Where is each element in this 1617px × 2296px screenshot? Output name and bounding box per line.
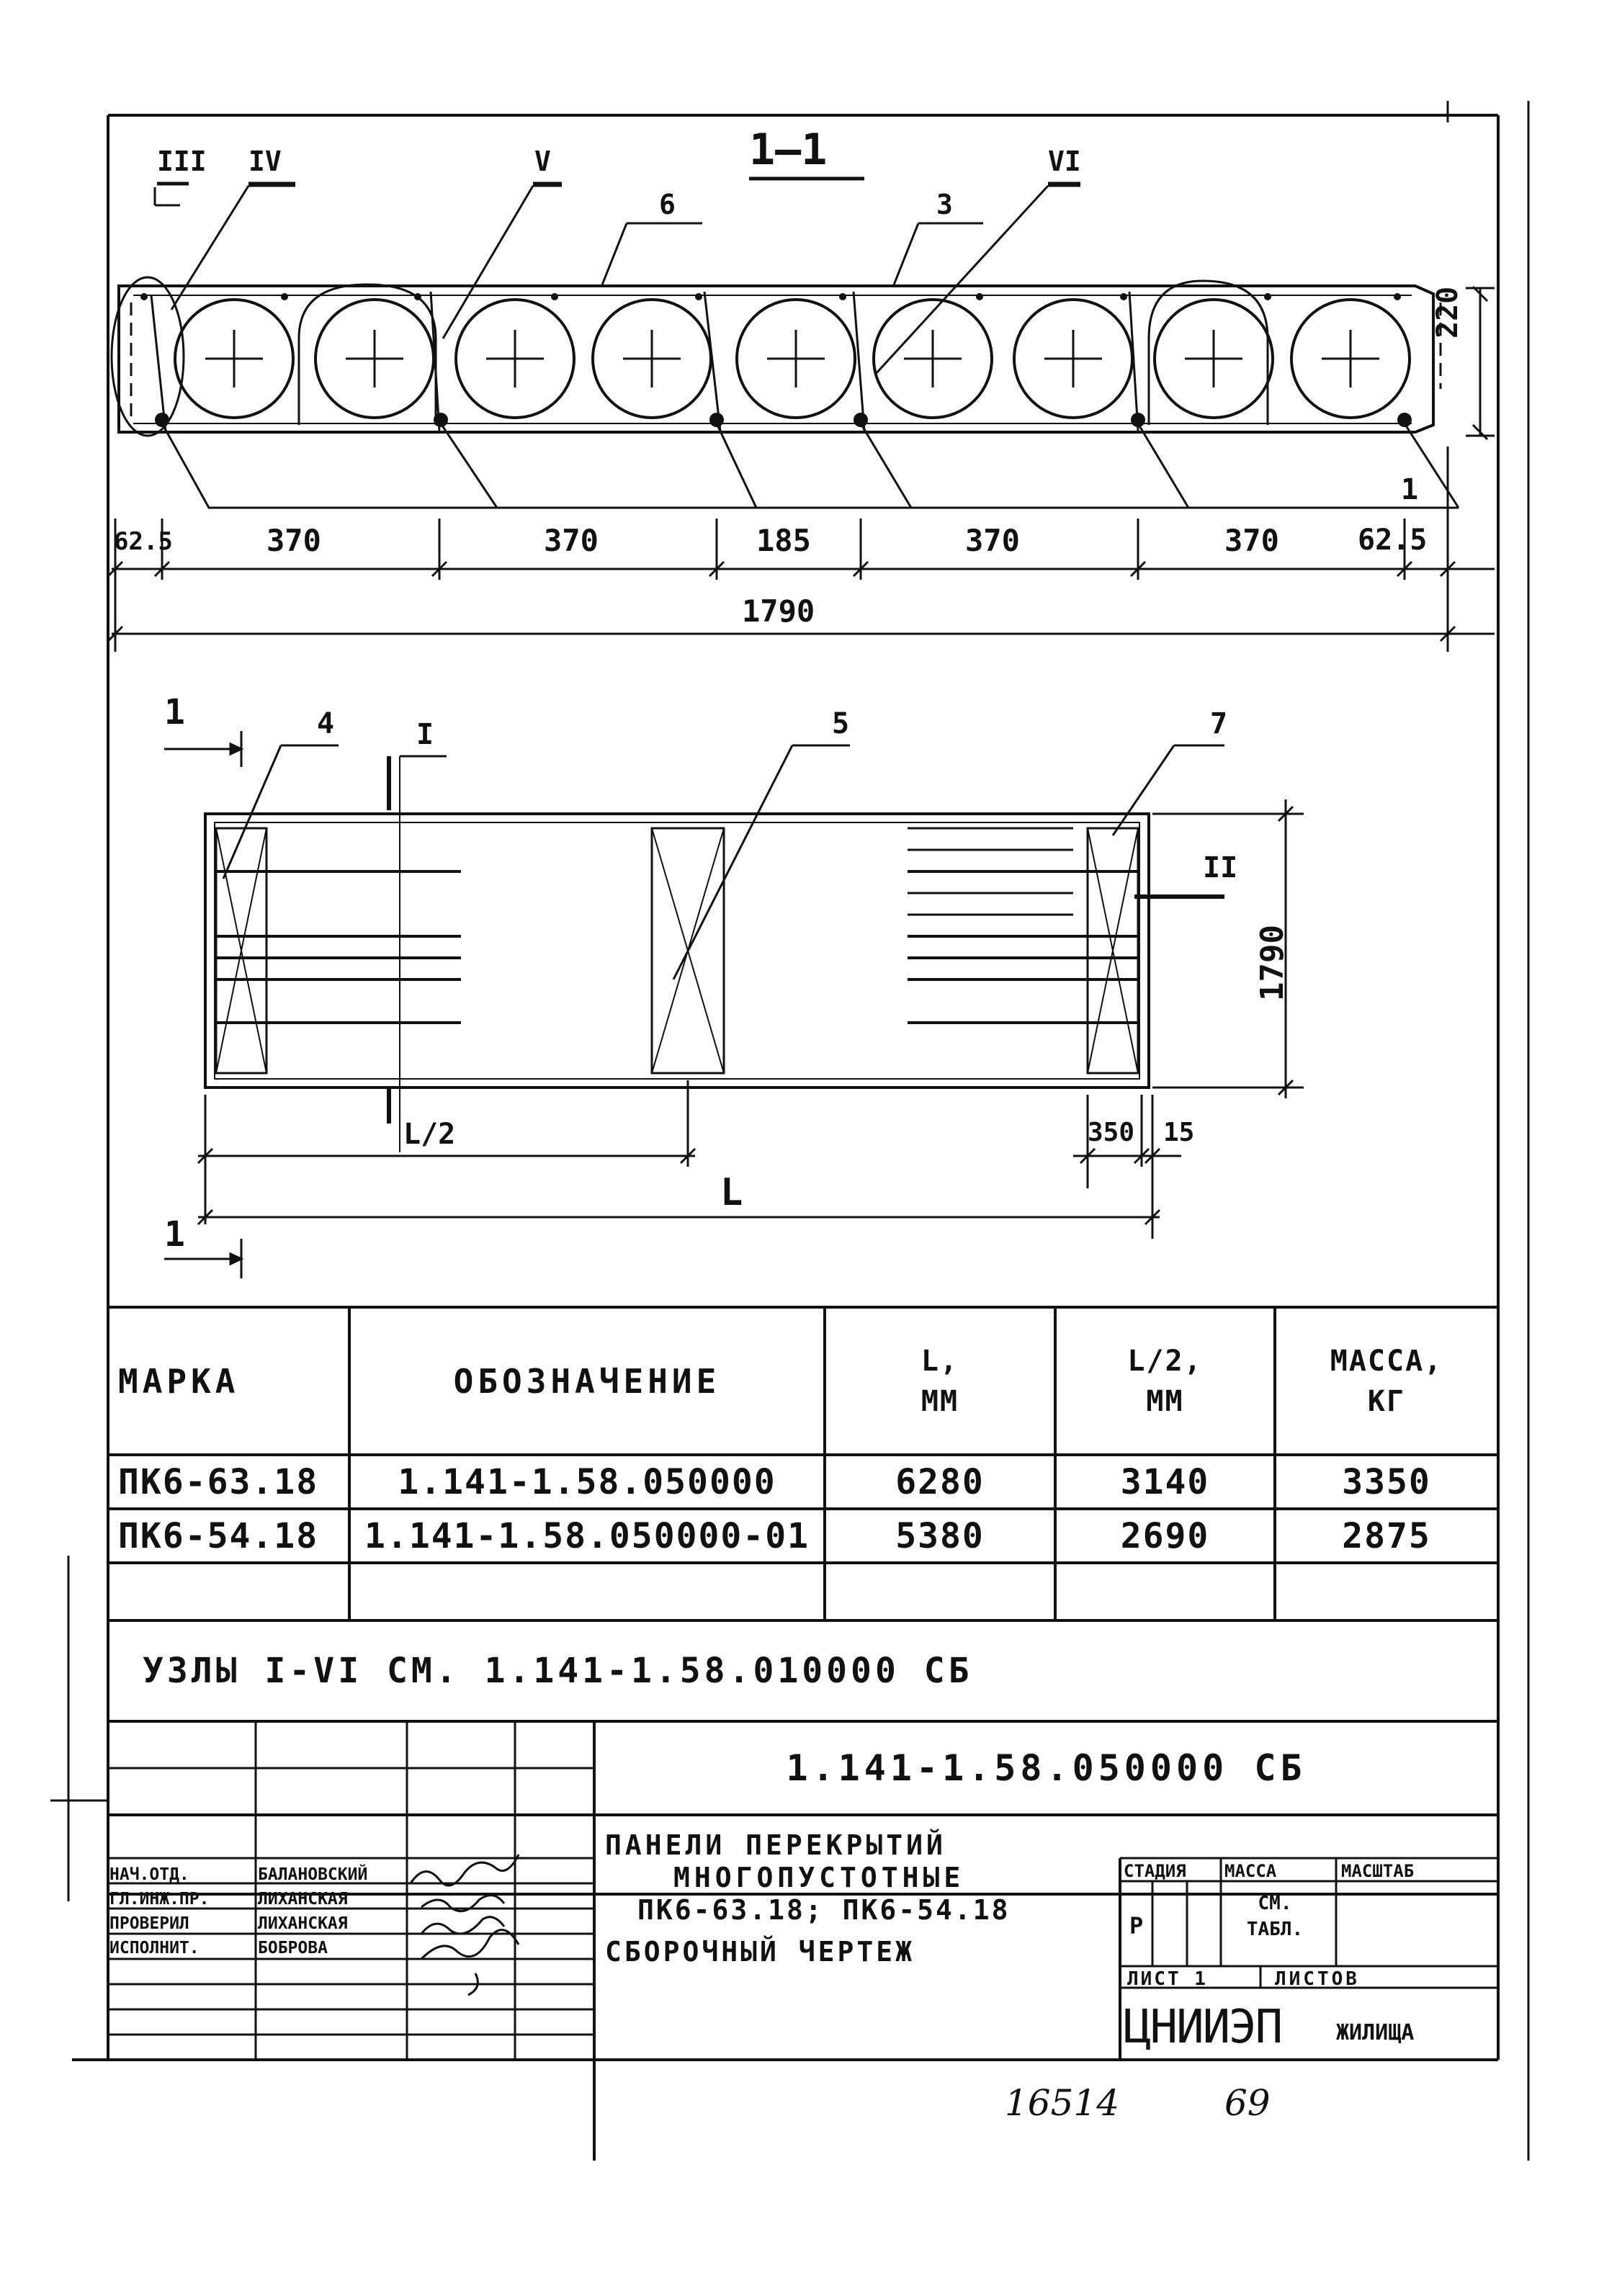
callout-4: 4 [317, 707, 335, 740]
title-line-1: ПАНЕЛИ ПЕРЕКРЫТИЙ [605, 1829, 946, 1861]
dim-span-1: 370 [266, 523, 321, 558]
callout-5: 5 [832, 707, 850, 740]
plan-width-dimension: 1790 [1254, 925, 1291, 1001]
title-line-2: МНОГОПУСТОТНЫЕ [673, 1862, 965, 1893]
nodes-reference-note: УЗЛЫ I-VI СМ. 1.141-1.58.010000 СБ [143, 1651, 973, 1691]
node-label-vi: VI [1048, 145, 1081, 177]
dim-end-left: 62.5 [114, 527, 173, 556]
node-label-ii: II [1203, 851, 1238, 884]
sig-role-2: ГЛ.ИНЖ.ПР. [109, 1890, 210, 1909]
table-header-half-length [1055, 1307, 1275, 1455]
sig-name-1: БАЛАНОВСКИЙ [258, 1865, 368, 1884]
table-header-length-text: L, ММ [921, 1344, 959, 1418]
end-dimension-15: 15 [1163, 1118, 1195, 1147]
dim-span-5: 370 [1224, 523, 1279, 558]
dim-total: 1790 [742, 593, 815, 629]
table-header-mass [1275, 1307, 1498, 1455]
table-row-1-length: 6280 [895, 1461, 985, 1502]
table-row-2-length: 5380 [895, 1515, 985, 1556]
length-dimension: L [720, 1171, 743, 1214]
node-label-iv: IV [248, 145, 282, 177]
table-header-mark: МАРКА [118, 1361, 240, 1401]
mass-value: СМ. ТАБЛ. [1246, 1893, 1304, 1941]
table-row-1-mass: 3350 [1342, 1461, 1431, 1502]
dim-span-3: 185 [756, 523, 811, 558]
callout-3: 3 [936, 189, 953, 220]
callout-1: 1 [1401, 473, 1419, 506]
table-header-length [825, 1307, 1055, 1455]
sheet-label: ЛИСТ 1 [1127, 1968, 1208, 1990]
end-dimension-350: 350 [1088, 1118, 1135, 1147]
table-row-2-mass: 2875 [1342, 1515, 1431, 1556]
callout-7: 7 [1210, 707, 1228, 740]
mass-header: МАССА [1224, 1861, 1277, 1881]
table-row-2-designation: 1.141-1.58.050000-01 [364, 1515, 810, 1556]
dim-span-2: 370 [544, 523, 599, 558]
sig-role-3: ПРОВЕРИЛ [109, 1914, 189, 1933]
table-row-2-half-length: 2690 [1120, 1515, 1210, 1556]
sig-name-3: ЛИХАНСКАЯ [258, 1914, 348, 1933]
node-label-i: I [416, 718, 434, 751]
sig-name-4: БОБРОВА [258, 1939, 328, 1958]
node-label-iii: III [157, 145, 207, 177]
drawing-type: СБОРОЧНЫЙ ЧЕРТЕЖ [605, 1936, 915, 1968]
node-label-v: V [534, 145, 551, 177]
dim-end-right: 62.5 [1358, 524, 1428, 557]
dim-span-4: 370 [965, 523, 1020, 558]
table-row-1-mark: ПК6-63.18 [118, 1461, 319, 1502]
height-dimension: 220 [1431, 286, 1464, 338]
sig-role-1: НАЧ.ОТД. [109, 1865, 189, 1884]
table-header-half-length-text: L/2, ММ [1127, 1344, 1203, 1418]
sig-name-2: ЛИХАНСКАЯ [258, 1890, 348, 1909]
title-line-3: ПК6-63.18; ПК6-54.18 [637, 1894, 1011, 1926]
sheets-label: ЛИСТОВ [1275, 1968, 1360, 1990]
handwritten-page-number: 69 [1224, 2082, 1271, 2124]
stage-header: СТАДИЯ [1124, 1861, 1186, 1881]
cut-label-bottom: 1 [164, 1214, 185, 1255]
document-code: 1.141-1.58.050000 СБ [786, 1747, 1307, 1789]
stage-value: Р [1129, 1912, 1144, 1940]
sig-role-4: ИСПОЛНИТ. [109, 1939, 200, 1958]
table-row-1-designation: 1.141-1.58.050000 [398, 1461, 776, 1502]
organization-suffix: ЖИЛИЩА [1336, 2020, 1415, 2045]
callout-6: 6 [659, 189, 676, 220]
half-length-dimension: L/2 [403, 1118, 456, 1151]
cut-label-top: 1 [164, 692, 185, 732]
table-header-mass-text: МАССА, КГ [1330, 1344, 1443, 1418]
table-header-designation: ОБОЗНАЧЕНИЕ [453, 1361, 721, 1401]
scale-header: МАСШТАБ [1341, 1861, 1415, 1881]
handwritten-inventory-number: 16514 [1005, 2082, 1120, 2124]
table-row-2-mark: ПК6-54.18 [118, 1515, 319, 1556]
table-row-1-half-length: 3140 [1120, 1461, 1210, 1502]
organization-name: ЦНИИЭП [1124, 2001, 1282, 2054]
section-title: 1—1 [749, 125, 828, 175]
